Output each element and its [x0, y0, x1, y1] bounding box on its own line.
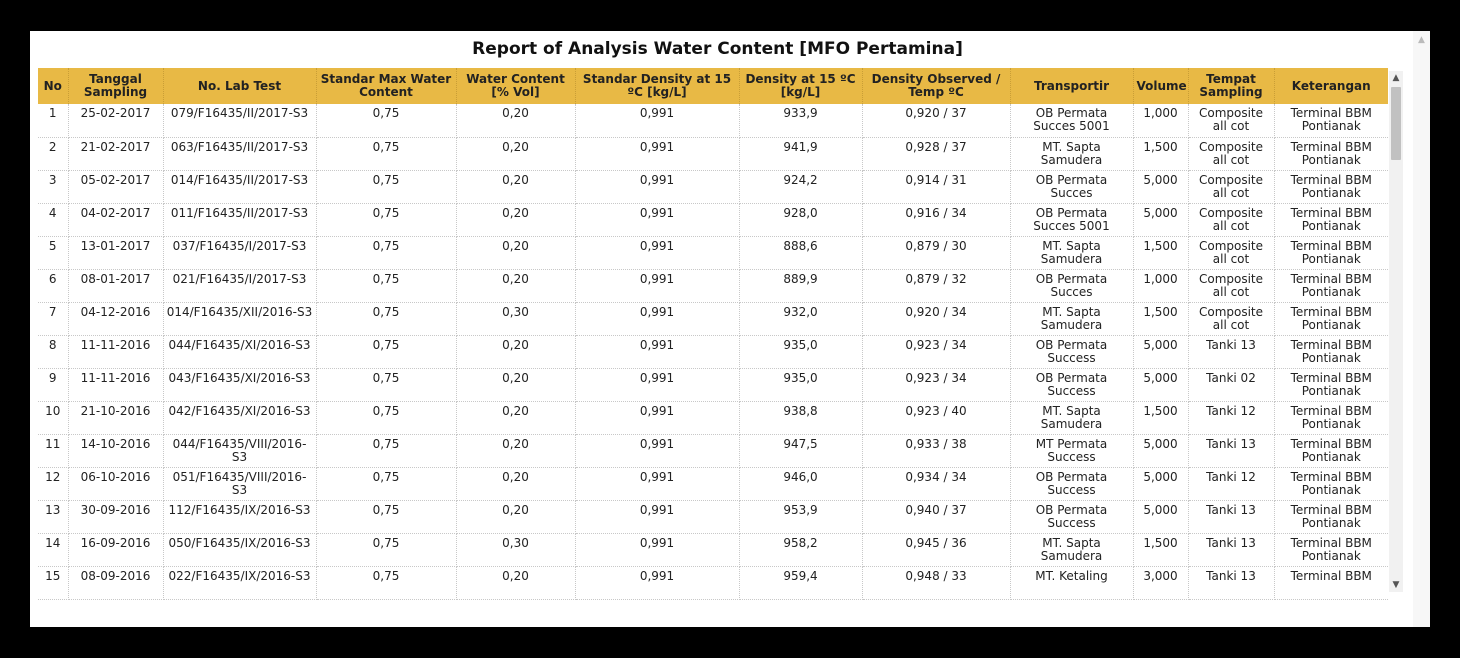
- cell-density-observed: 0,916 / 34: [862, 203, 1010, 236]
- cell-tempat-sampling: Composite all cot: [1188, 203, 1274, 236]
- cell-density-observed: 0,923 / 34: [862, 368, 1010, 401]
- water-content-table: [38, 68, 1388, 600]
- table-row: [38, 401, 1388, 434]
- cell-tanggal-sampling: 04-02-2017: [68, 203, 163, 236]
- cell-tanggal-sampling: 13-01-2017: [68, 236, 163, 269]
- cell-no-lab-test: 037/F16435/I/2017-S3: [163, 236, 316, 269]
- cell-tempat-sampling: Composite all cot: [1188, 137, 1274, 170]
- cell-keterangan: Terminal BBM Pontianak: [1274, 368, 1388, 401]
- cell-tempat-sampling: Tanki 12: [1188, 467, 1274, 500]
- header-tempat-sampling: Tempat Sampling: [1188, 68, 1274, 104]
- header-keterangan: Keterangan: [1274, 68, 1388, 104]
- cell-no-lab-test: 043/F16435/XI/2016-S3: [163, 368, 316, 401]
- cell-volume: 1,500: [1133, 533, 1188, 566]
- cell-standar-density: 0,991: [575, 203, 739, 236]
- table-row: [38, 236, 1388, 269]
- cell-transportir: MT. Sapta Samudera: [1010, 302, 1133, 335]
- cell-no: 13: [38, 500, 68, 533]
- page-scrollbar[interactable]: [1413, 31, 1430, 627]
- header-row: [38, 68, 1388, 104]
- cell-density-observed: 0,879 / 30: [862, 236, 1010, 269]
- cell-density: 924,2: [739, 170, 862, 203]
- cell-standar-density: 0,991: [575, 533, 739, 566]
- report-panel: [30, 31, 1430, 627]
- cell-keterangan: Terminal BBM Pontianak: [1274, 500, 1388, 533]
- cell-standar-max-water: 0,75: [316, 368, 456, 401]
- cell-no: 11: [38, 434, 68, 467]
- cell-transportir: OB Permata Succes: [1010, 170, 1133, 203]
- cell-no: 5: [38, 236, 68, 269]
- cell-no-lab-test: 014/F16435/II/2017-S3: [163, 170, 316, 203]
- cell-transportir: OB Permata Success: [1010, 500, 1133, 533]
- cell-standar-max-water: 0,75: [316, 137, 456, 170]
- scroll-up-icon[interactable]: ▲: [1392, 73, 1400, 83]
- cell-tempat-sampling: Tanki 13: [1188, 335, 1274, 368]
- cell-standar-density: 0,991: [575, 401, 739, 434]
- table-row: [38, 302, 1388, 335]
- cell-density: 888,6: [739, 236, 862, 269]
- cell-volume: 1,500: [1133, 302, 1188, 335]
- cell-standar-density: 0,991: [575, 434, 739, 467]
- cell-volume: 1,500: [1133, 401, 1188, 434]
- cell-transportir: OB Permata Succes: [1010, 269, 1133, 302]
- cell-tempat-sampling: Tanki 12: [1188, 401, 1274, 434]
- cell-tempat-sampling: Tanki 13: [1188, 500, 1274, 533]
- cell-tanggal-sampling: 14-10-2016: [68, 434, 163, 467]
- cell-tanggal-sampling: 05-02-2017: [68, 170, 163, 203]
- cell-water-content: 0,20: [456, 467, 575, 500]
- cell-transportir: MT. Sapta Samudera: [1010, 401, 1133, 434]
- cell-no-lab-test: 044/F16435/VIII/2016-S3: [163, 434, 316, 467]
- cell-no: 15: [38, 566, 68, 599]
- cell-keterangan: Terminal BBM: [1274, 566, 1388, 599]
- cell-density: 938,8: [739, 401, 862, 434]
- header-volume: Volume: [1133, 68, 1188, 104]
- scroll-thumb[interactable]: [1391, 87, 1401, 160]
- cell-volume: 1,000: [1133, 104, 1188, 137]
- cell-transportir: OB Permata Succes 5001: [1010, 104, 1133, 137]
- cell-standar-density: 0,991: [575, 467, 739, 500]
- cell-tempat-sampling: Composite all cot: [1188, 302, 1274, 335]
- cell-keterangan: Terminal BBM Pontianak: [1274, 467, 1388, 500]
- cell-no: 8: [38, 335, 68, 368]
- table-row: [38, 500, 1388, 533]
- table-body: [38, 104, 1388, 599]
- report-title: Report of Analysis Water Content [MFO Pertamina]: [472, 39, 963, 59]
- cell-density: 947,5: [739, 434, 862, 467]
- cell-transportir: MT. Ketaling: [1010, 566, 1133, 599]
- cell-density-observed: 0,879 / 32: [862, 269, 1010, 302]
- cell-standar-max-water: 0,75: [316, 566, 456, 599]
- cell-tanggal-sampling: 08-09-2016: [68, 566, 163, 599]
- cell-no: 10: [38, 401, 68, 434]
- scroll-down-icon[interactable]: ▼: [1392, 580, 1400, 590]
- cell-standar-max-water: 0,75: [316, 104, 456, 137]
- cell-tanggal-sampling: 11-11-2016: [68, 368, 163, 401]
- header-tanggal-sampling: Tanggal Sampling: [68, 68, 163, 104]
- cell-water-content: 0,20: [456, 401, 575, 434]
- table-header: [38, 68, 1388, 104]
- cell-keterangan: Terminal BBM Pontianak: [1274, 533, 1388, 566]
- cell-keterangan: Terminal BBM Pontianak: [1274, 104, 1388, 137]
- header-standar-max-water: Standar Max Water Content: [316, 68, 456, 104]
- cell-density: 935,0: [739, 335, 862, 368]
- cell-standar-max-water: 0,75: [316, 203, 456, 236]
- cell-standar-max-water: 0,75: [316, 500, 456, 533]
- table-row: [38, 434, 1388, 467]
- cell-transportir: OB Permata Success: [1010, 467, 1133, 500]
- cell-transportir: MT. Sapta Samudera: [1010, 236, 1133, 269]
- cell-standar-max-water: 0,75: [316, 269, 456, 302]
- cell-volume: 1,500: [1133, 137, 1188, 170]
- table-row: [38, 137, 1388, 170]
- cell-density: 953,9: [739, 500, 862, 533]
- cell-volume: 5,000: [1133, 434, 1188, 467]
- cell-tempat-sampling: Tanki 13: [1188, 566, 1274, 599]
- cell-density: 928,0: [739, 203, 862, 236]
- cell-no: 7: [38, 302, 68, 335]
- cell-tempat-sampling: Composite all cot: [1188, 104, 1274, 137]
- header-density: Density at 15 ºC [kg/L]: [739, 68, 862, 104]
- cell-volume: 1,500: [1133, 236, 1188, 269]
- cell-keterangan: Terminal BBM Pontianak: [1274, 269, 1388, 302]
- cell-water-content: 0,20: [456, 434, 575, 467]
- cell-water-content: 0,20: [456, 104, 575, 137]
- cell-no: 1: [38, 104, 68, 137]
- cell-standar-density: 0,991: [575, 500, 739, 533]
- cell-tempat-sampling: Tanki 02: [1188, 368, 1274, 401]
- cell-water-content: 0,20: [456, 335, 575, 368]
- cell-no-lab-test: 050/F16435/IX/2016-S3: [163, 533, 316, 566]
- cell-no: 4: [38, 203, 68, 236]
- table-row: [38, 170, 1388, 203]
- cell-no-lab-test: 014/F16435/XII/2016-S3: [163, 302, 316, 335]
- table-scrollbar[interactable]: [1389, 71, 1403, 592]
- cell-no: 14: [38, 533, 68, 566]
- cell-tanggal-sampling: 16-09-2016: [68, 533, 163, 566]
- header-standar-density: Standar Density at 15 ºC [kg/L]: [575, 68, 739, 104]
- cell-density-observed: 0,933 / 38: [862, 434, 1010, 467]
- header-transportir: Transportir: [1010, 68, 1133, 104]
- cell-water-content: 0,20: [456, 236, 575, 269]
- cell-transportir: OB Permata Success: [1010, 368, 1133, 401]
- cell-density: 946,0: [739, 467, 862, 500]
- cell-no-lab-test: 112/F16435/IX/2016-S3: [163, 500, 316, 533]
- cell-no: 6: [38, 269, 68, 302]
- table-row: [38, 566, 1388, 599]
- cell-water-content: 0,20: [456, 500, 575, 533]
- table-row: [38, 104, 1388, 137]
- cell-volume: 1,000: [1133, 269, 1188, 302]
- cell-volume: 5,000: [1133, 170, 1188, 203]
- cell-tempat-sampling: Composite all cot: [1188, 269, 1274, 302]
- cell-volume: 5,000: [1133, 368, 1188, 401]
- cell-volume: 5,000: [1133, 203, 1188, 236]
- cell-tanggal-sampling: 30-09-2016: [68, 500, 163, 533]
- cell-no-lab-test: 051/F16435/VIII/2016-S3: [163, 467, 316, 500]
- cell-volume: 5,000: [1133, 467, 1188, 500]
- cell-standar-max-water: 0,75: [316, 533, 456, 566]
- table-row: [38, 203, 1388, 236]
- header-no-lab-test: No. Lab Test: [163, 68, 316, 104]
- cell-tempat-sampling: Composite all cot: [1188, 170, 1274, 203]
- cell-standar-max-water: 0,75: [316, 467, 456, 500]
- cell-tempat-sampling: Composite all cot: [1188, 236, 1274, 269]
- cell-water-content: 0,20: [456, 269, 575, 302]
- cell-no-lab-test: 042/F16435/XI/2016-S3: [163, 401, 316, 434]
- cell-volume: 5,000: [1133, 500, 1188, 533]
- cell-standar-max-water: 0,75: [316, 236, 456, 269]
- cell-no-lab-test: 022/F16435/IX/2016-S3: [163, 566, 316, 599]
- cell-keterangan: Terminal BBM Pontianak: [1274, 401, 1388, 434]
- cell-density-observed: 0,934 / 34: [862, 467, 1010, 500]
- cell-tanggal-sampling: 06-10-2016: [68, 467, 163, 500]
- cell-tempat-sampling: Tanki 13: [1188, 533, 1274, 566]
- cell-no-lab-test: 079/F16435/II/2017-S3: [163, 104, 316, 137]
- cell-no: 9: [38, 368, 68, 401]
- cell-density-observed: 0,920 / 37: [862, 104, 1010, 137]
- cell-tanggal-sampling: 21-02-2017: [68, 137, 163, 170]
- cell-density-observed: 0,923 / 40: [862, 401, 1010, 434]
- cell-standar-density: 0,991: [575, 269, 739, 302]
- page-scroll-up-icon[interactable]: ▲: [1418, 35, 1425, 45]
- cell-standar-max-water: 0,75: [316, 302, 456, 335]
- cell-keterangan: Terminal BBM Pontianak: [1274, 137, 1388, 170]
- cell-standar-density: 0,991: [575, 236, 739, 269]
- cell-no-lab-test: 021/F16435/I/2017-S3: [163, 269, 316, 302]
- cell-density: 932,0: [739, 302, 862, 335]
- cell-density: 889,9: [739, 269, 862, 302]
- cell-density-observed: 0,914 / 31: [862, 170, 1010, 203]
- cell-water-content: 0,30: [456, 533, 575, 566]
- table-scroll-area[interactable]: [38, 68, 1388, 623]
- cell-transportir: OB Permata Success: [1010, 335, 1133, 368]
- cell-water-content: 0,20: [456, 137, 575, 170]
- cell-water-content: 0,20: [456, 170, 575, 203]
- cell-no-lab-test: 063/F16435/II/2017-S3: [163, 137, 316, 170]
- cell-standar-density: 0,991: [575, 335, 739, 368]
- cell-density-observed: 0,945 / 36: [862, 533, 1010, 566]
- cell-keterangan: Terminal BBM Pontianak: [1274, 302, 1388, 335]
- cell-standar-density: 0,991: [575, 302, 739, 335]
- cell-transportir: OB Permata Succes 5001: [1010, 203, 1133, 236]
- cell-tanggal-sampling: 08-01-2017: [68, 269, 163, 302]
- table-row: [38, 533, 1388, 566]
- cell-standar-max-water: 0,75: [316, 401, 456, 434]
- cell-water-content: 0,20: [456, 203, 575, 236]
- cell-volume: 5,000: [1133, 335, 1188, 368]
- table-row: [38, 335, 1388, 368]
- cell-keterangan: Terminal BBM Pontianak: [1274, 203, 1388, 236]
- cell-density: 941,9: [739, 137, 862, 170]
- cell-tempat-sampling: Tanki 13: [1188, 434, 1274, 467]
- cell-density-observed: 0,940 / 37: [862, 500, 1010, 533]
- cell-no: 3: [38, 170, 68, 203]
- cell-transportir: MT. Sapta Samudera: [1010, 137, 1133, 170]
- table-row: [38, 269, 1388, 302]
- cell-transportir: MT. Sapta Samudera: [1010, 533, 1133, 566]
- cell-keterangan: Terminal BBM Pontianak: [1274, 170, 1388, 203]
- table-row: [38, 467, 1388, 500]
- cell-tanggal-sampling: 25-02-2017: [68, 104, 163, 137]
- cell-tanggal-sampling: 21-10-2016: [68, 401, 163, 434]
- cell-no: 12: [38, 467, 68, 500]
- cell-standar-density: 0,991: [575, 170, 739, 203]
- cell-density: 958,2: [739, 533, 862, 566]
- cell-standar-max-water: 0,75: [316, 434, 456, 467]
- cell-water-content: 0,20: [456, 566, 575, 599]
- cell-keterangan: Terminal BBM Pontianak: [1274, 434, 1388, 467]
- cell-keterangan: Terminal BBM Pontianak: [1274, 236, 1388, 269]
- cell-density: 935,0: [739, 368, 862, 401]
- cell-no: 2: [38, 137, 68, 170]
- cell-standar-density: 0,991: [575, 104, 739, 137]
- cell-standar-max-water: 0,75: [316, 335, 456, 368]
- cell-standar-density: 0,991: [575, 137, 739, 170]
- cell-keterangan: Terminal BBM Pontianak: [1274, 335, 1388, 368]
- cell-water-content: 0,20: [456, 368, 575, 401]
- cell-tanggal-sampling: 04-12-2016: [68, 302, 163, 335]
- header-water-content: Water Content [% Vol]: [456, 68, 575, 104]
- header-density-observed: Density Observed / Temp ºC: [862, 68, 1010, 104]
- cell-density-observed: 0,923 / 34: [862, 335, 1010, 368]
- header-no: No: [38, 68, 68, 104]
- cell-standar-max-water: 0,75: [316, 170, 456, 203]
- cell-no-lab-test: 044/F16435/XI/2016-S3: [163, 335, 316, 368]
- cell-density-observed: 0,920 / 34: [862, 302, 1010, 335]
- cell-standar-density: 0,991: [575, 566, 739, 599]
- table-row: [38, 368, 1388, 401]
- cell-density: 933,9: [739, 104, 862, 137]
- cell-no-lab-test: 011/F16435/II/2017-S3: [163, 203, 316, 236]
- cell-density-observed: 0,948 / 33: [862, 566, 1010, 599]
- cell-standar-density: 0,991: [575, 368, 739, 401]
- cell-water-content: 0,30: [456, 302, 575, 335]
- cell-transportir: MT Permata Success: [1010, 434, 1133, 467]
- cell-tanggal-sampling: 11-11-2016: [68, 335, 163, 368]
- cell-density: 959,4: [739, 566, 862, 599]
- cell-density-observed: 0,928 / 37: [862, 137, 1010, 170]
- cell-volume: 3,000: [1133, 566, 1188, 599]
